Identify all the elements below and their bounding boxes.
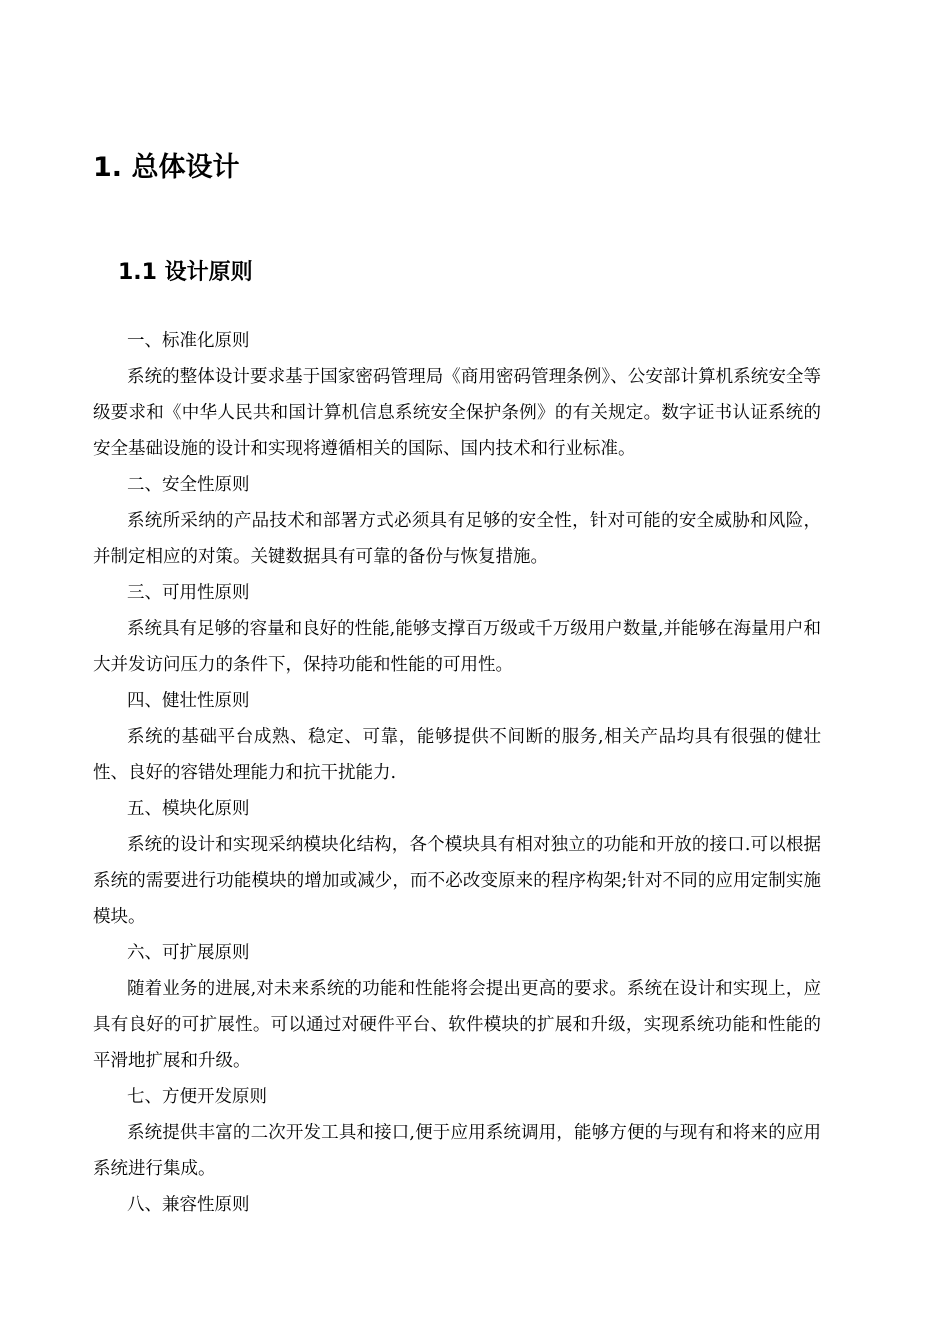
principles-body bbox=[93, 323, 821, 1223]
section-title: 1.1 设计原则 bbox=[118, 260, 253, 285]
principle-text-robustness: 系统的基础平台成熟、稳定、可靠，能够提供不间断的服务,相关产品均具有很强的健壮性、良好的容错处理能力和抗干扰能力. bbox=[93, 727, 821, 783]
principle-heading-robustness: 四、健壮性原则 bbox=[127, 691, 250, 711]
principle-text-availability: 系统具有足够的容量和良好的性能,能够支撑百万级或千万级用户数量,并能够在海量用户和大并发访问压力的条件下，保持功能和性能的可用性。 bbox=[93, 619, 821, 675]
principle-heading-compatibility: 八、兼容性原则 bbox=[127, 1195, 250, 1215]
principle-heading-modularity: 五、模块化原则 bbox=[127, 799, 250, 819]
principle-text-standardization: 系统的整体设计要求基于国家密码管理局《商用密码管理条例》、公安部计算机系统安全等级要求和《中华人民共和国计算机信息系统安全保护条例》的有关规定。数字证书认证系统的安全基础设施的设计和实现将遵循相关的国际、国内技术和行业标准。 bbox=[93, 367, 821, 459]
principle-text-modularity: 系统的设计和实现采纳模块化结构，各个模块具有相对独立的功能和开放的接口.可以根据系统的需要进行功能模块的增加或减少，而不必改变原来的程序构架;针对不同的应用定制实施模块。 bbox=[93, 835, 821, 927]
chapter-title: 1. 总体设计 bbox=[93, 152, 240, 183]
principle-heading-availability: 三、可用性原则 bbox=[127, 583, 250, 603]
principle-heading-security: 二、安全性原则 bbox=[127, 475, 250, 495]
principle-heading-development: 七、方便开发原则 bbox=[127, 1087, 267, 1107]
principle-heading-standardization: 一、标准化原则 bbox=[127, 331, 250, 351]
principle-heading-extensibility: 六、可扩展原则 bbox=[127, 943, 250, 963]
principle-text-security: 系统所采纳的产品技术和部署方式必须具有足够的安全性，针对可能的安全威胁和风险，并制定相应的对策。关键数据具有可靠的备份与恢复措施。 bbox=[93, 511, 821, 567]
principle-text-development: 系统提供丰富的二次开发工具和接口,便于应用系统调用，能够方便的与现有和将来的应用系统进行集成。 bbox=[93, 1123, 821, 1179]
principle-text-extensibility: 随着业务的进展,对未来系统的功能和性能将会提出更高的要求。系统在设计和实现上，应具有良好的可扩展性。可以通过对硬件平台、软件模块的扩展和升级，实现系统功能和性能的平滑地扩展和升级。 bbox=[93, 979, 821, 1071]
